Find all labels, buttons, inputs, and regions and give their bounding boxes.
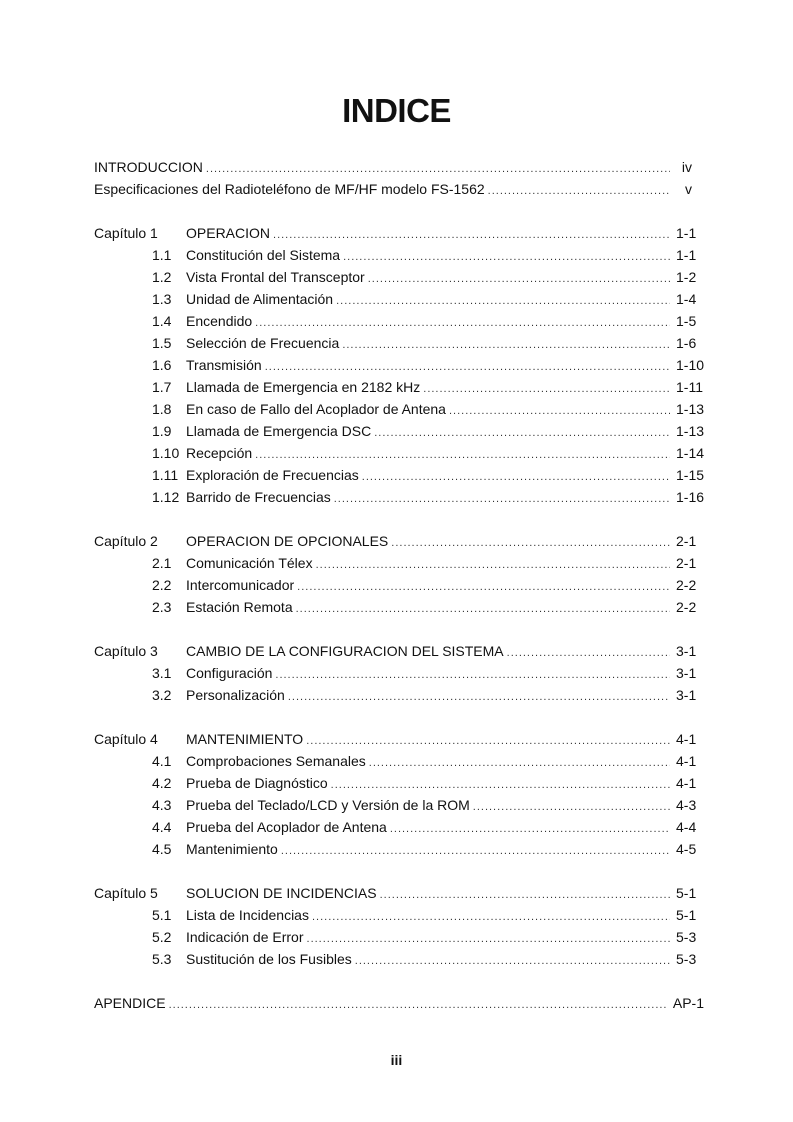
section-number: 4.5	[152, 841, 172, 857]
toc-entry-label: Comprobaciones Semanales	[186, 753, 366, 769]
toc-chapter-2	[94, 530, 697, 552]
dot-leader	[255, 444, 670, 466]
toc-section	[94, 926, 697, 948]
toc-entry-label: SOLUCION DE INCIDENCIAS	[186, 885, 377, 901]
spacer	[94, 706, 692, 728]
toc-entry-label: Prueba del Teclado/LCD y Versión de la ROM	[186, 797, 470, 813]
section-number: 1.5	[152, 335, 172, 351]
dot-leader	[273, 224, 670, 246]
toc-section	[94, 266, 697, 288]
section-number: 1.8	[152, 401, 172, 417]
dot-leader	[306, 730, 670, 752]
dot-leader	[169, 994, 667, 1016]
toc-entry-label: Comunicación Télex	[186, 555, 313, 571]
dot-leader	[390, 818, 670, 840]
page-title: INDICE	[342, 92, 451, 129]
toc-chapter-4	[94, 728, 697, 750]
dot-leader	[343, 246, 670, 268]
toc-entry-page: 1-11	[676, 379, 703, 395]
section-number: 1.11	[152, 467, 179, 483]
dot-leader	[449, 400, 670, 422]
toc-entry-label: MANTENIMIENTO	[186, 731, 304, 747]
spacer	[94, 860, 692, 882]
toc-section	[94, 486, 705, 508]
toc-entry-label: Mantenimiento	[186, 841, 278, 857]
toc-entry-label: Recepción	[186, 445, 253, 461]
toc-section	[94, 420, 705, 442]
dot-leader	[488, 180, 670, 202]
toc-section	[94, 772, 697, 794]
toc-entry-introduccion	[94, 156, 692, 178]
toc-entry-page: 1-14	[676, 445, 705, 461]
toc-entry-label: Barrido de Frecuencias	[186, 489, 331, 505]
toc-entry-apendice	[94, 992, 704, 1014]
section-number: 1.7	[152, 379, 172, 395]
toc-section	[94, 794, 697, 816]
spacer	[94, 508, 692, 530]
dot-leader	[331, 774, 670, 796]
chapter-number: Capítulo 5	[94, 885, 158, 901]
section-number: 1.2	[152, 269, 172, 285]
toc-section	[94, 442, 705, 464]
toc-chapter-1	[94, 222, 697, 244]
toc-chapter-3	[94, 640, 697, 662]
toc-entry-label: Lista de Incidencias	[186, 907, 309, 923]
toc-entry-label: Personalización	[186, 687, 285, 703]
toc-entry-label: Selección de Frecuencia	[186, 335, 340, 351]
toc-entry-label: OPERACION	[186, 225, 271, 241]
dot-leader	[312, 906, 670, 928]
toc-section	[94, 376, 703, 398]
toc-entry-page: 1-10	[676, 357, 705, 373]
toc-section	[94, 332, 697, 354]
dot-leader	[355, 950, 670, 972]
dot-leader	[316, 554, 670, 576]
toc-entry-page: 4-4	[676, 819, 697, 835]
toc-entry-page: AP-1	[672, 995, 704, 1011]
toc-entry-page: 3-1	[676, 687, 697, 703]
toc-section	[94, 904, 697, 926]
dot-leader	[334, 488, 670, 510]
table-of-contents	[94, 156, 705, 1014]
toc-section	[94, 244, 697, 266]
dot-leader	[206, 158, 670, 180]
dot-leader	[297, 576, 670, 598]
toc-entry-page: 5-1	[676, 907, 697, 923]
page-number: iii	[390, 1052, 403, 1068]
section-number: 1.4	[152, 313, 172, 329]
dot-leader	[362, 466, 670, 488]
toc-entry-label: Estación Remota	[186, 599, 293, 615]
toc-entry-page: 1-13	[676, 423, 705, 439]
toc-entry-page: 3-1	[676, 665, 697, 681]
dot-leader	[288, 686, 670, 708]
toc-section	[94, 464, 705, 486]
toc-entry-label: En caso de Fallo del Acoplador de Antena	[186, 401, 446, 417]
toc-entry-page: 4-5	[676, 841, 697, 857]
toc-entry-label: Exploración de Frecuencias	[186, 467, 359, 483]
toc-entry-label: Constitución del Sistema	[186, 247, 341, 263]
toc-entry-label: Prueba de Diagnóstico	[186, 775, 328, 791]
toc-entry-label: CAMBIO DE LA CONFIGURACION DEL SISTEMA	[186, 643, 504, 659]
toc-entry-label: INTRODUCCION	[94, 159, 203, 175]
dot-leader	[296, 598, 670, 620]
toc-entry-page: 1-13	[676, 401, 705, 417]
toc-entry-page: 1-2	[676, 269, 697, 285]
toc-entry-page: 3-1	[676, 643, 697, 659]
toc-entry-page: 1-1	[676, 225, 697, 241]
toc-entry-page: 5-1	[676, 885, 697, 901]
toc-entry-label: Sustitución de los Fusibles	[186, 951, 352, 967]
toc-section	[94, 816, 697, 838]
chapter-number: Capítulo 1	[94, 225, 158, 241]
toc-entry-label: Intercomunicador	[186, 577, 295, 593]
dot-leader	[265, 356, 670, 378]
toc-entry-page: 1-16	[676, 489, 705, 505]
toc-section	[94, 552, 697, 574]
toc-entry-page: 4-1	[676, 731, 697, 747]
toc-entry-page: 4-3	[676, 797, 697, 813]
toc-entry-page: 1-6	[676, 335, 697, 351]
section-number: 5.3	[152, 951, 172, 967]
dot-leader	[368, 268, 670, 290]
toc-entry-page: 1-15	[676, 467, 705, 483]
toc-section	[94, 750, 697, 772]
chapter-number: Capítulo 2	[94, 533, 158, 549]
toc-entry-page: 2-2	[676, 577, 697, 593]
toc-entry-page: 2-1	[676, 555, 697, 571]
toc-entry-page: 2-1	[676, 533, 697, 549]
section-number: 1.1	[152, 247, 172, 263]
spacer	[94, 200, 692, 222]
dot-leader	[374, 422, 670, 444]
toc-entry-page: 4-1	[676, 775, 697, 791]
section-number: 1.3	[152, 291, 172, 307]
toc-section	[94, 662, 697, 684]
section-number: 4.2	[152, 775, 172, 791]
toc-entry-label: Unidad de Alimentación	[186, 291, 334, 307]
toc-entry-page: iv	[681, 159, 692, 175]
section-number: 2.2	[152, 577, 172, 593]
dot-leader	[342, 334, 670, 356]
section-number: 4.3	[152, 797, 172, 813]
toc-entry-label: Llamada de Emergencia en 2182 kHz	[186, 379, 421, 395]
toc-entry-label: Transmisión	[186, 357, 262, 373]
toc-entry-label: Prueba del Acoplador de Antena	[186, 819, 387, 835]
toc-entry-label: Llamada de Emergencia DSC	[186, 423, 372, 439]
chapter-number: Capítulo 4	[94, 731, 158, 747]
dot-leader	[391, 532, 670, 554]
toc-entry-page: 2-2	[676, 599, 697, 615]
section-number: 2.3	[152, 599, 172, 615]
spacer	[94, 618, 692, 640]
section-number: 1.12	[152, 489, 180, 505]
toc-entry-page: 4-1	[676, 753, 697, 769]
dot-leader	[380, 884, 670, 906]
toc-section	[94, 948, 697, 970]
toc-section	[94, 684, 697, 706]
section-number: 1.10	[152, 445, 180, 461]
dot-leader	[507, 642, 670, 664]
dot-leader	[336, 290, 670, 312]
dot-leader	[275, 664, 670, 686]
dot-leader	[473, 796, 670, 818]
toc-section	[94, 398, 705, 420]
toc-section	[94, 354, 705, 376]
section-number: 2.1	[152, 555, 172, 571]
toc-chapter-5	[94, 882, 697, 904]
section-number: 5.1	[152, 907, 172, 923]
toc-entry-label: Vista Frontal del Transceptor	[186, 269, 365, 285]
toc-section	[94, 596, 697, 618]
toc-entry-especificaciones	[94, 178, 692, 200]
section-number: 1.6	[152, 357, 172, 373]
toc-section	[94, 288, 697, 310]
dot-leader	[255, 312, 670, 334]
toc-entry-label: APENDICE	[94, 995, 166, 1011]
toc-entry-page: 1-4	[676, 291, 697, 307]
dot-leader	[423, 378, 670, 400]
section-number: 1.9	[152, 423, 172, 439]
toc-entry-label: Configuración	[186, 665, 273, 681]
dot-leader	[307, 928, 670, 950]
chapter-number: Capítulo 3	[94, 643, 158, 659]
dot-leader	[281, 840, 670, 862]
section-number: 3.1	[152, 665, 172, 681]
section-number: 5.2	[152, 929, 172, 945]
dot-leader	[369, 752, 670, 774]
toc-entry-label: Indicación de Error	[186, 929, 304, 945]
toc-section	[94, 838, 697, 860]
toc-section	[94, 310, 697, 332]
toc-entry-label: Encendido	[186, 313, 253, 329]
section-number: 4.4	[152, 819, 172, 835]
toc-entry-page: v	[685, 181, 692, 197]
toc-entry-page: 5-3	[676, 951, 697, 967]
section-number: 3.2	[152, 687, 172, 703]
toc-section	[94, 574, 697, 596]
chapters-list	[94, 200, 705, 970]
section-number: 4.1	[152, 753, 172, 769]
toc-entry-label: Especificaciones del Radioteléfono de MF/HF modelo FS-1562	[94, 181, 485, 197]
spacer	[94, 970, 692, 992]
toc-entry-page: 1-5	[676, 313, 697, 329]
toc-entry-page: 5-3	[676, 929, 697, 945]
toc-entry-page: 1-1	[676, 247, 697, 263]
toc-entry-label: OPERACION DE OPCIONALES	[186, 533, 389, 549]
